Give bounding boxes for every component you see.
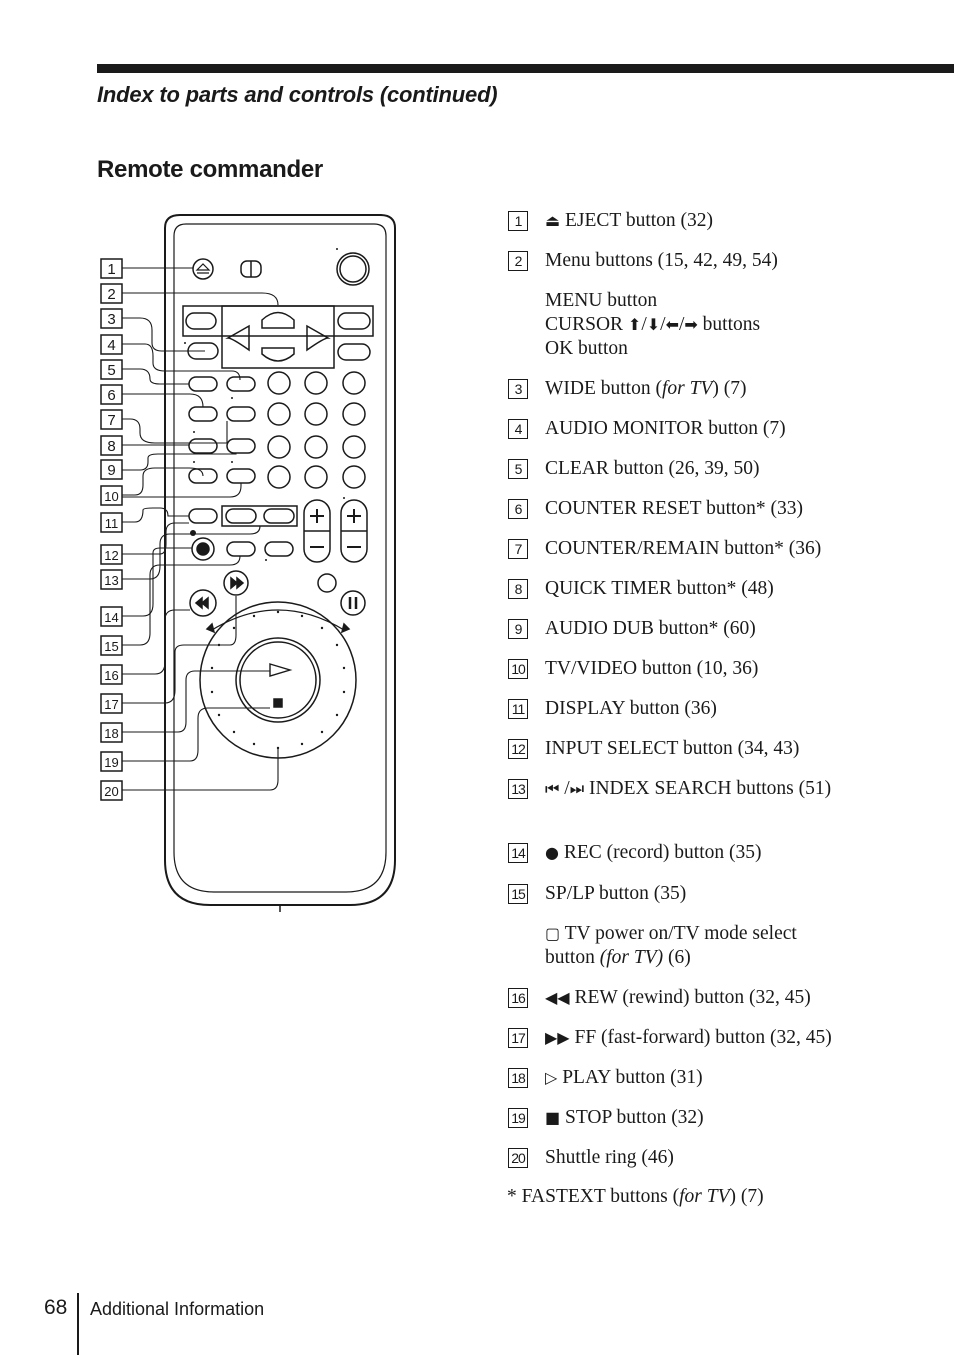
tv-power-italic: (for TV) — [599, 947, 664, 968]
rewind-icon: ◀◀ — [545, 988, 570, 1007]
item-14 — [545, 841, 890, 865]
item-16-text: REW (rewind) button (32, 45) — [569, 987, 811, 1008]
diagram-label-17: 17 — [104, 697, 119, 712]
diagram-label-16: 16 — [104, 668, 119, 683]
diagram-label-8: 8 — [107, 438, 116, 455]
remote-diagram — [92, 205, 402, 915]
arrow-left-icon: ⬅ — [665, 315, 679, 334]
item-num-7: 7 — [508, 539, 528, 559]
item-num-16: 16 — [508, 988, 528, 1008]
diagram-label-15: 15 — [104, 639, 119, 654]
footnote — [507, 1186, 764, 1208]
diagram-label-9: 9 — [107, 462, 116, 479]
item-12: INPUT SELECT button (34, 43) — [545, 738, 800, 759]
footnote-italic: for TV — [679, 1186, 730, 1207]
item-num-12: 12 — [508, 739, 528, 759]
fast-forward-icon: ▶▶ — [545, 1028, 570, 1047]
diagram-label-20: 20 — [104, 784, 119, 799]
top-rule — [97, 64, 954, 73]
diagram-label-5: 5 — [107, 362, 116, 379]
diagram-label-13: 13 — [104, 573, 119, 588]
diagram-label-10: 10 — [104, 489, 119, 504]
item-6: COUNTER RESET button* (33) — [545, 498, 804, 519]
diagram-label-6: 6 — [107, 387, 116, 404]
item-num-9: 9 — [508, 619, 528, 639]
item-2: Menu buttons (15, 42, 49, 54) — [545, 250, 778, 271]
stop-icon: ■ — [545, 1108, 561, 1127]
tv-power-line-1 — [545, 922, 890, 946]
item-num-10: 10 — [508, 659, 528, 679]
diagram-label-4: 4 — [107, 337, 116, 354]
item-num-14: 14 — [508, 843, 528, 863]
play-icon: ▷ — [545, 1068, 558, 1087]
item-num-17: 17 — [508, 1028, 528, 1048]
cursor-buttons-line: CURSOR ⬆/⬇/⬅/➡ buttons — [545, 314, 761, 335]
item-7: COUNTER/REMAIN button* (36) — [545, 538, 822, 559]
item-19 — [545, 1106, 890, 1130]
item-num-18: 18 — [508, 1068, 528, 1088]
arrow-up-icon: ⬆ — [627, 315, 642, 334]
ok-button-line: OK button — [545, 338, 628, 359]
item-8: QUICK TIMER button* (48) — [545, 578, 774, 599]
item-17 — [545, 1026, 890, 1050]
tv-power-icon: ▢ — [545, 924, 561, 943]
footnote-a: * FASTEXT buttons ( — [507, 1186, 680, 1207]
item-num-13: 13 — [508, 779, 528, 799]
arrow-right-icon: ➡ — [684, 315, 698, 334]
item-3-text-b: ) (7) — [712, 378, 747, 399]
arrow-down-icon: ⬇ — [646, 315, 661, 334]
running-title: Index to parts and controls (continued) — [97, 82, 498, 107]
item-5: CLEAR button (26, 39, 50) — [545, 458, 760, 479]
diagram-label-19: 19 — [104, 755, 119, 770]
page-number: 68 — [44, 1296, 68, 1319]
item-9: AUDIO DUB button* (60) — [545, 618, 756, 639]
footnote-b: ) (7) — [729, 1186, 764, 1207]
eject-icon: ⏏ — [545, 211, 561, 230]
diagram-label-12: 12 — [104, 548, 119, 563]
diagram-label-2: 2 — [107, 286, 116, 303]
item-3-text-a: WIDE button ( — [545, 378, 662, 399]
item-1 — [545, 209, 890, 233]
item-15: SP/LP button (35) — [545, 883, 687, 904]
next-index-icon: ⏭ — [569, 779, 585, 798]
diagram-label-3: 3 — [107, 311, 116, 328]
item-num-3: 3 — [508, 379, 528, 399]
item-13: ⏮ /⏭ INDEX SEARCH buttons (51) — [545, 778, 832, 799]
item-num-8: 8 — [508, 579, 528, 599]
tv-power-text-c: (6) — [663, 947, 691, 968]
diagram-label-11: 11 — [104, 516, 119, 531]
cursor-prefix: CURSOR — [545, 314, 628, 335]
item-17-text: FF (fast-forward) button (32, 45) — [569, 1027, 832, 1048]
prev-index-icon: ⏮ — [545, 779, 560, 798]
item-num-15: 15 — [508, 884, 528, 904]
cursor-suffix: buttons — [697, 314, 761, 335]
item-3-italic: for TV — [661, 378, 713, 399]
item-3 — [545, 377, 890, 401]
item-num-4: 4 — [508, 419, 528, 439]
item-num-5: 5 — [508, 459, 528, 479]
item-14-text: REC (record) button (35) — [558, 842, 762, 863]
rec-dot-icon: ● — [545, 843, 559, 862]
chapter-title: Additional Information — [90, 1299, 265, 1319]
item-16 — [545, 986, 890, 1010]
item-11: DISPLAY button (36) — [545, 698, 717, 719]
item-13-text: INDEX SEARCH buttons (51) — [584, 778, 832, 799]
section-title: Remote commander — [97, 156, 323, 183]
footer-divider — [77, 1293, 79, 1355]
item-1-text: EJECT button (32) — [560, 210, 714, 231]
item-10: TV/VIDEO button (10, 36) — [545, 658, 759, 679]
item-num-1: 1 — [508, 211, 528, 231]
diagram-label-1: 1 — [107, 261, 116, 278]
item-18-text: PLAY button (31) — [557, 1067, 703, 1088]
diagram-label-14: 14 — [104, 610, 119, 625]
tv-power-text-b: button — [545, 947, 600, 968]
menu-button-line: MENU button — [545, 290, 658, 311]
item-num-2: 2 — [508, 251, 528, 271]
item-19-text: STOP button (32) — [560, 1107, 704, 1128]
tv-power-text: TV power on/TV mode select — [560, 923, 797, 944]
item-4: AUDIO MONITOR button (7) — [545, 418, 786, 439]
item-num-11: 11 — [508, 699, 528, 719]
item-num-20: 20 — [508, 1148, 528, 1168]
tv-power-line-2 — [545, 946, 890, 970]
item-num-19: 19 — [508, 1108, 528, 1128]
diagram-label-7: 7 — [107, 412, 116, 429]
item-18 — [545, 1066, 890, 1090]
item-num-6: 6 — [508, 499, 528, 519]
diagram-label-18: 18 — [104, 726, 119, 741]
item-20: Shuttle ring (46) — [545, 1147, 674, 1168]
